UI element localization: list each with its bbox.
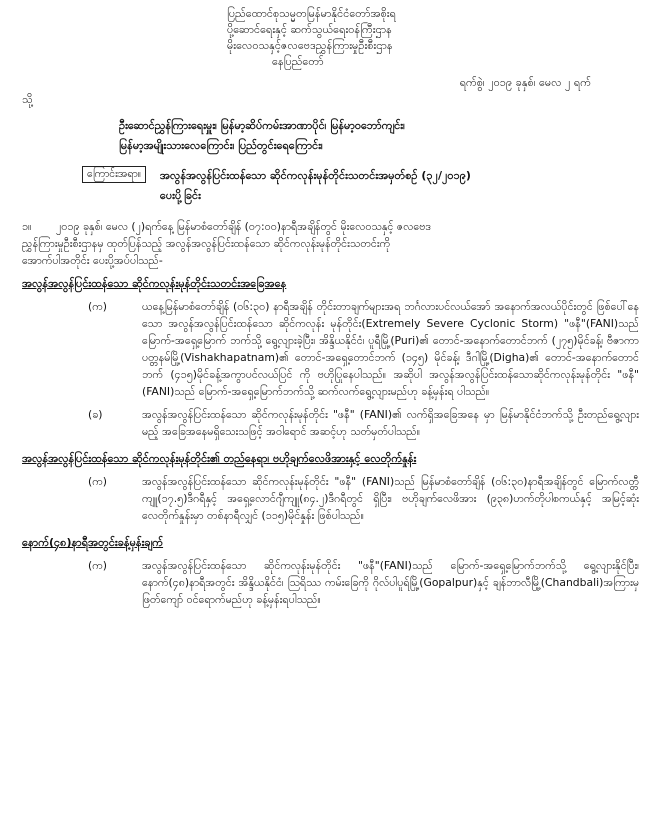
to-label: သို့ (22, 93, 33, 106)
item-label: (က) (88, 300, 107, 313)
item-text: ယနေ့မြန်မာစံတော်ချိန် (၀၆:၃၀) နာရီအချိန် တိုင်းတာချက်များအရ ဘင်္ဂလားပင်လယ်အော် အနောက်အလယ်ပိုင်းတွင် ဖြစ်ပေါ်နေသော အလွန်အလွန်ပြင်းထန်သော ဆိုင်ကလုန်း မုန်တိုင်း(Extremely Severe Cyclonic Storm) "ဖနီ"(FANI)သည် မြောက်-အရှေ့မြောက် ဘက်သို့ ရွေ့လျားခဲ့ပြီး၊ အိန္ဒိယနိုင်ငံ၊ ပူရီမြို့(Puri)၏ တောင်-အနောက်တောင်ဘက် (၂၇၅)မိုင်ခန့်၊ ဗီဇာကာပတ္တနမ်မြို့(Vishakhapatnam)၏ တောင်-အရှေ့တောင်ဘက် (၁၄၅) မိုင်ခန့်၊ ဒီဂါမြို့(Digha)၏ တောင်-အနောက်တောင်ဘက် (၄၁၅)မိုင်ခန့်အကွာပင်လယ်ပြင် ကို ဗဟိုပြုနေပါသည်။ အဆိုပါ အလွန်အလွန်ပြင်းထန်သောဆိုင်ကလုန်းမုန်တိုင်း "ဖနီ"(FANI)သည် မြောက်-အရှေ့မြောက်ဘက်သို့ ဆက်လက်ရွေ့လျားမည်ဟု ခန့်မှန်းရ ပါသည်။ (142, 300, 639, 398)
list-item (22, 473, 639, 524)
paragraph-text: ညွှန်ကြားမှုဦးစီးဌာနမှ ထုတ်ပြန်သည့် အလွန်အလွန်ပြင်းထန်သော ဆိုင်ကလုန်းမုန်တိုင်းသတင်းကို (22, 237, 391, 250)
item-text: အလွန်အလွန်ပြင်းထန်သော ဆိုင်ကလုန်းမုန်တိုင်း "ဖနီ" (FANI)၏ လက်ရှိအခြေအနေ မှာ မြန်မာနိုင်ငံဘက်သို့ ဦးတည်ရွေ့လျားမည့် အခြေအနေမရှိသေးသဖြင့် အဝါရောင် အဆင့်ဟု သတ်မှတ်ပါသည်။ (142, 408, 639, 438)
letterhead (227, 6, 639, 70)
paragraph-number: ၁။ (22, 220, 32, 233)
list-item (22, 298, 639, 400)
list-item (22, 406, 639, 440)
item-text: အလွန်အလွန်ပြင်းထန်သော ဆိုင်ကလုန်းမုန်တိုင်း "ဖနီ" (FANI)သည် မြန်မာစံတော်ချိန် (၀၆:၃၀)နာရီအချိန်တွင် မြောက်လတ္တီကျူ(၁၇.၅)ဒီဂရီနှင့် အရှေ့လောင်ဂျီကျူ(၈၄.၂)ဒီဂရီတွင် ရှိပြီး၊ ဗဟိုချက်လေဖိအား (၉၃၈)ဟက်တိုပါစကယ်နှင့် အမြင့်ဆုံးလေတိုက်နှုန်းမှာ တစ်နာရီလျှင် (၁၁၅)မိုင်နှုန်း ဖြစ်ပါသည်။ (142, 475, 639, 522)
section-heading: နောက်(၄၈)နာရီအတွင်းခန့်မှန်းချက် (22, 536, 164, 549)
subject-text (160, 166, 471, 206)
paragraph-text: အောက်ပါအတိုင်း ပေးပို့အပ်ပါသည်- (22, 254, 163, 267)
list-item (22, 557, 639, 608)
subject-line: အလွန်အလွန်ပြင်းထန်သော ဆိုင်ကလုန်းမုန်တိုင်းသတင်းအမှတ်စဉ် (၃၂/၂၀၁၉) (159, 169, 471, 182)
item-label: (က) (88, 559, 107, 572)
letterhead-line: ပြည်ထောင်စုသမ္မတမြန်မာနိုင်ငံတော်အစိုးရ (227, 7, 396, 20)
paragraph-text: ၂၀၁၉ ခုနှစ်၊ မေလ (၂)ရက်နေ့ မြန်မာစံတော်ချိန် (၀၇:၀၀)နာရီအချိန်တွင် မိုးလေဝသနှင့် ဇလဗေဒ (56, 220, 432, 233)
subject-line: ပေးပို့ခြင်း (159, 189, 201, 202)
recipients (119, 116, 639, 156)
subject-label: ကြောင်းအရာ။ (82, 166, 146, 183)
recipient-line: ဦးဆောင်ညွှန်ကြားရေးမှူး၊ မြန်မာ့ဆိပ်ကမ်းအာဏာပိုင်၊ မြန်မာ့ဝဘော်ကျင်း၊ (119, 119, 405, 132)
paragraph-1 (22, 218, 639, 269)
letterhead-line: ပို့ဆောင်ရေးနှင့် ဆက်သွယ်ရေးဝန်ကြီးဌာန (227, 23, 392, 36)
item-text: အလွန်အလွန်ပြင်းထန်သော ဆိုင်ကလုန်းမုန်တိုင်း "ဖနီ"(FANI)သည် မြောက်-အရှေ့မြောက်ဘက်သို့ ရွေ့လျားနိုင်ပြီး၊ နောက်(၄၈)နာရီအတွင်း အိန္ဒိယနိုင်ငံ၊ ဩရိဿ ကမ်းခြေကို ဂိုလ်ပါပူရ်မြို့(Gopalpur)နှင့် ချန်ဘာလီမြို့(Chandbali)အကြားမှ ဖြတ်ကျော် ဝင်ရောက်မည်ဟု ခန့်မှန်းရပါသည်။ (142, 559, 639, 606)
section-heading: အလွန်အလွန်ပြင်းထန်သော ဆိုင်ကလုန်းမုန်တိုင်း၏ တည်နေရာ၊ ဗဟိုချက်လေဖိအားနှင့် လေတိုက်နှုန်း (22, 452, 417, 465)
section-heading: အလွန်အလွန်ပြင်းထန်သော ဆိုင်ကလုန်းမုန်တိုင်းသတင်းအခြေအနေ (22, 277, 287, 290)
recipient-line: မြန်မာ့အမျိုးသားလေကြောင်း၊ ပြည်တွင်းရေကြောင်း၊ (119, 139, 323, 152)
item-label: (ခ) (88, 408, 103, 421)
letterhead-line: နေပြည်တော် (272, 55, 324, 68)
item-label: (က) (88, 475, 107, 488)
subject-block (82, 166, 639, 206)
letterhead-line: မိုးလေဝသနှင့်ဇလဗေဒညွှန်ကြားမှုဦးစီးဌာန (227, 39, 393, 52)
letter-date: ရက်စွဲ၊ ၂၀၁၉ ခုနှစ်၊ မေလ ၂ ရက် (459, 76, 591, 89)
